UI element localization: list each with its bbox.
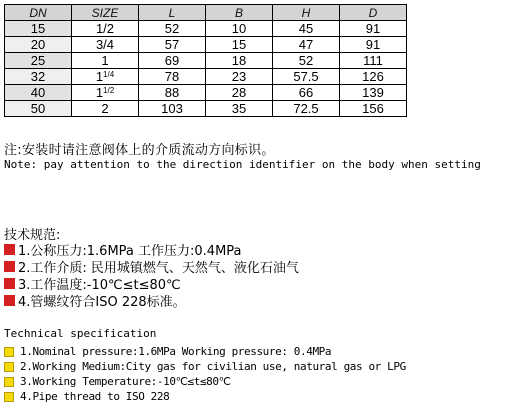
cell-dn: 25: [5, 53, 72, 69]
spec-item-text: 2.工作介质: 民用城镇燃气、天然气、液化石油气: [18, 261, 299, 276]
cell-b: 15: [206, 37, 273, 53]
yellow-square-icon: [4, 347, 14, 357]
cell-h: 66: [273, 85, 340, 101]
dimension-table: [4, 4, 407, 117]
note-chinese: 注:安装时请注意阀体上的介质流动方向标识。: [4, 143, 275, 158]
cell-l: 57: [139, 37, 206, 53]
header-size: SIZE: [72, 5, 139, 21]
red-square-icon: [4, 295, 15, 306]
cell-d: 91: [340, 21, 407, 37]
cell-size: 3/4: [72, 37, 139, 53]
cell-d: 126: [340, 69, 407, 85]
table-row: [5, 85, 407, 101]
cell-d: 139: [340, 85, 407, 101]
size-whole: 1: [95, 84, 104, 100]
list-item: [4, 344, 406, 359]
spec-item-text: 3.工作温度:-10℃≤t≤80℃: [18, 278, 181, 293]
cell-l: 69: [139, 53, 206, 69]
list-item: [4, 389, 406, 404]
list-item: [4, 292, 299, 309]
cell-size: 2: [72, 101, 139, 117]
yellow-square-icon: [4, 377, 14, 387]
cell-b: 35: [206, 101, 273, 117]
cell-h: 47: [273, 37, 340, 53]
spec-item-text: 2.Working Medium:City gas for civilian use, natural gas or LPG: [20, 360, 406, 373]
red-square-icon: [4, 278, 15, 289]
size-fraction: 1/2: [103, 85, 115, 95]
cell-h: 45: [273, 21, 340, 37]
cell-dn: 15: [5, 21, 72, 37]
table-row: [5, 101, 407, 117]
table-row: [5, 69, 407, 85]
cell-dn: 50: [5, 101, 72, 117]
spec-item-text: 1.Nominal pressure:1.6MPa Working pressure: 0.4MPa: [20, 345, 332, 358]
cell-b: 28: [206, 85, 273, 101]
spec-item-text: 4.管螺纹符合ISO 228标准。: [18, 295, 186, 310]
header-b: B: [206, 5, 273, 21]
cell-b: 18: [206, 53, 273, 69]
cell-l: 52: [139, 21, 206, 37]
size-fraction: 1/4: [103, 69, 115, 79]
yellow-square-icon: [4, 362, 14, 372]
tech-spec-en-title: Technical specification: [4, 327, 157, 340]
cell-h: 52: [273, 53, 340, 69]
cell-size: 1/2: [72, 21, 139, 37]
cell-h: 57.5: [273, 69, 340, 85]
cell-h: 72.5: [273, 101, 340, 117]
cell-dn: 20: [5, 37, 72, 53]
red-square-icon: [4, 261, 15, 272]
size-whole: 1: [95, 68, 104, 84]
list-item: [4, 275, 299, 292]
spec-item-text: 4.Pipe thread to ISO 228: [20, 390, 170, 403]
cell-b: 23: [206, 69, 273, 85]
list-item: [4, 374, 406, 389]
list-item: [4, 258, 299, 275]
cell-dn: 32: [5, 69, 72, 85]
table-header-row: [5, 5, 407, 21]
tech-spec-cn-title: 技术规范:: [4, 228, 61, 243]
cell-size: [72, 85, 139, 101]
cell-d: 156: [340, 101, 407, 117]
spec-item-text: 1.公称压力:1.6MPa 工作压力:0.4MPa: [18, 244, 242, 259]
table-row: [5, 21, 407, 37]
table-row: [5, 37, 407, 53]
cell-d: 111: [340, 53, 407, 69]
cell-size: 1: [72, 53, 139, 69]
cell-b: 10: [206, 21, 273, 37]
header-dn: DN: [5, 5, 72, 21]
cell-size: [72, 69, 139, 85]
cell-d: 91: [340, 37, 407, 53]
cell-l: 103: [139, 101, 206, 117]
cell-dn: 40: [5, 85, 72, 101]
spec-item-text: 3.Working Temperature:-10℃≤t≤80℃: [20, 375, 231, 388]
header-l: L: [139, 5, 206, 21]
tech-spec-en-list: [4, 344, 406, 404]
cell-l: 88: [139, 85, 206, 101]
red-square-icon: [4, 244, 15, 255]
list-item: [4, 359, 406, 374]
note-english: Note: pay attention to the direction identifier on the body when setting: [4, 158, 481, 171]
cell-l: 78: [139, 69, 206, 85]
header-d: D: [340, 5, 407, 21]
table-row: [5, 53, 407, 69]
tech-spec-cn-list: [4, 241, 299, 309]
header-h: H: [273, 5, 340, 21]
list-item: [4, 241, 299, 258]
yellow-square-icon: [4, 392, 14, 402]
